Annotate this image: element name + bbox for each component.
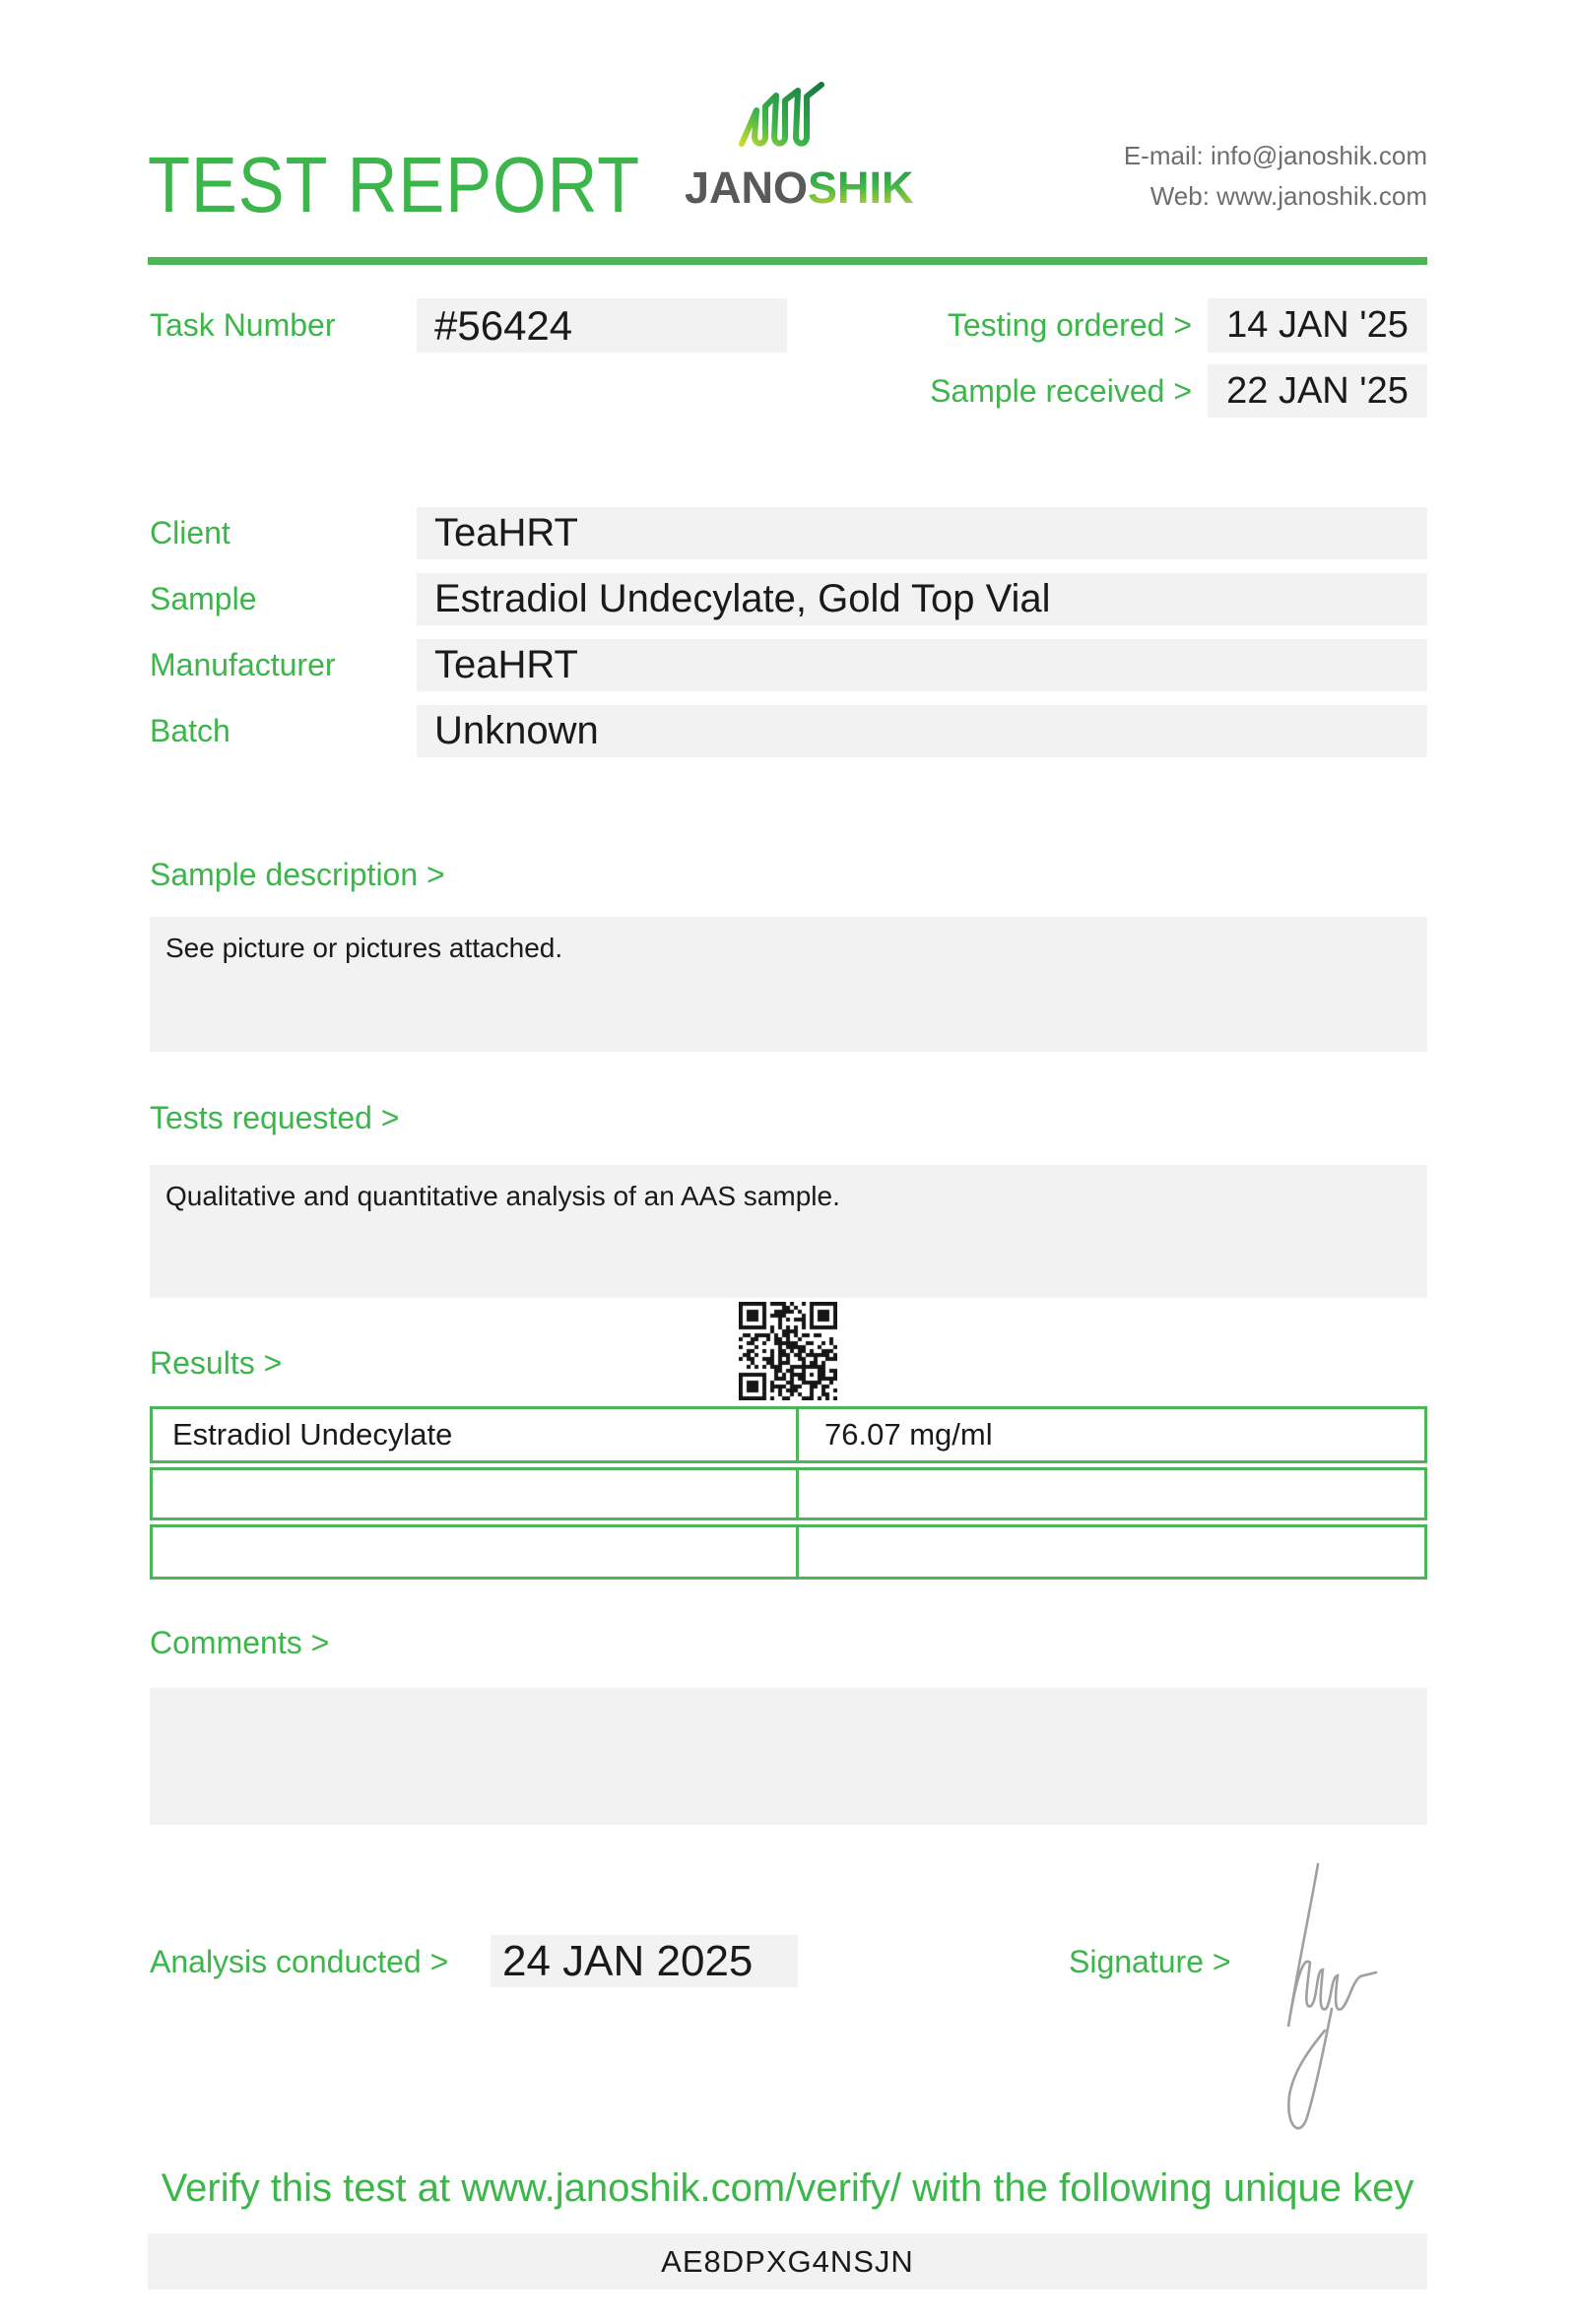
manufacturer-value: TeaHRT: [417, 639, 1427, 691]
batch-label: Batch: [150, 713, 230, 748]
contact-web: Web: www.janoshik.com: [1149, 181, 1427, 211]
result-cell: 76.07 mg/ml: [824, 1417, 993, 1452]
results-heading: Results >: [150, 1345, 283, 1381]
sample-received-label: Sample received >: [930, 373, 1192, 409]
manufacturer-label: Manufacturer: [150, 647, 336, 682]
signature-image: [1276, 1856, 1389, 2142]
analysis-date-value: 24 JAN 2025: [491, 1935, 798, 1987]
result-cell: [799, 1470, 1424, 1517]
sample-value: Estradiol Undecylate, Gold Top Vial: [417, 573, 1427, 625]
logo-wordmark: [685, 162, 914, 213]
results-table-row: [150, 1406, 1427, 1463]
tests-requested-heading: Tests requested >: [150, 1100, 400, 1135]
qr-code: [739, 1302, 837, 1400]
logo-jano: JANO: [685, 162, 809, 213]
testing-ordered-value: 14 JAN '25: [1208, 298, 1427, 353]
comments-box: [150, 1688, 1427, 1825]
verify-instruction-text: Verify this test at www.janoshik.com/verify/ with the following unique key: [161, 2166, 1414, 2210]
analyte-cell: Estradiol Undecylate: [153, 1409, 799, 1460]
batch-value: Unknown: [417, 705, 1427, 757]
testing-ordered-label: Testing ordered >: [947, 307, 1192, 343]
results-table-row: [150, 1467, 1427, 1520]
task-number-label: Task Number: [150, 307, 336, 343]
header-divider-rule: [148, 257, 1427, 265]
sample-description-heading: Sample description >: [150, 857, 445, 892]
sample-description-box: See picture or pictures attached.: [150, 917, 1427, 1052]
analysis-conducted-label: Analysis conducted >: [150, 1944, 449, 1979]
contact-email: E-mail: info@janoshik.com: [1123, 141, 1427, 170]
sample-label: Sample: [150, 581, 257, 616]
client-value: TeaHRT: [417, 507, 1427, 559]
client-label: Client: [150, 515, 230, 550]
results-table-row: [150, 1524, 1427, 1580]
result-cell: [799, 1527, 1424, 1577]
analyte-cell: [153, 1527, 799, 1577]
verify-key-value: AE8DPXG4NSJN: [148, 2233, 1427, 2290]
logo-chart-icon: [737, 81, 827, 162]
task-number-value: #56424: [417, 298, 787, 353]
comments-heading: Comments >: [150, 1625, 330, 1660]
tests-requested-box: Qualitative and quantitative analysis of an AAS sample.: [150, 1165, 1427, 1298]
sample-received-value: 22 JAN '25: [1208, 364, 1427, 418]
analyte-cell: [153, 1470, 799, 1517]
logo-shik: SHIK: [808, 162, 914, 213]
contact-block: [1124, 136, 1427, 217]
page-title: TEST REPORT: [148, 141, 640, 228]
signature-label: Signature >: [1069, 1944, 1231, 1979]
